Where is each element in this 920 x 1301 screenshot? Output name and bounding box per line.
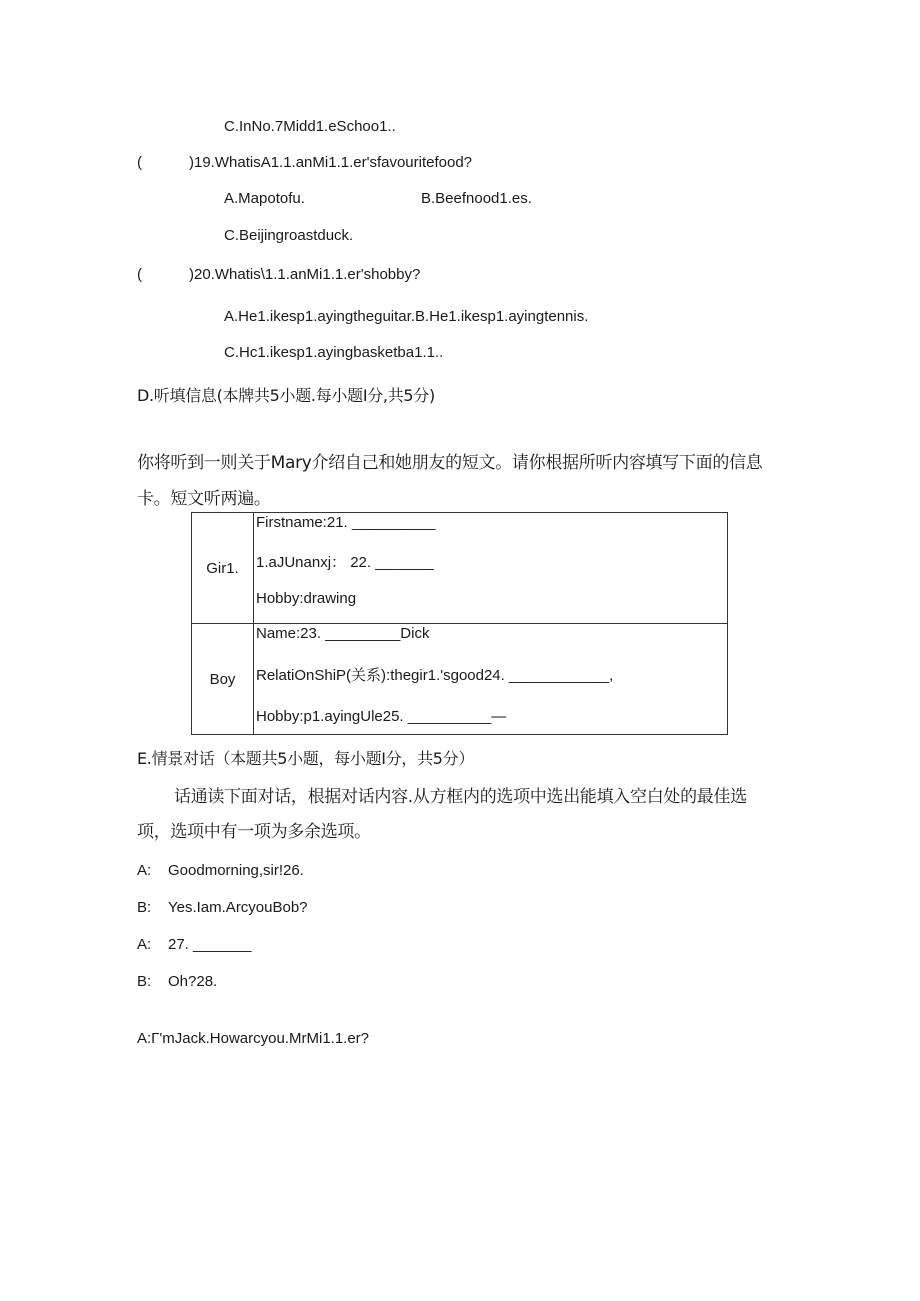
q20-option-c: C.Hc1.ikesp1.ayingbasketba1.1.. bbox=[224, 344, 444, 361]
girl-row-firstname: Firstname:21. __________ bbox=[256, 514, 436, 531]
section-e-instruction-1: 话通读下面对话，根据对话内容.从方框内的选项中选出能填入空白处的最佳选 bbox=[174, 787, 747, 807]
dialogue-speaker: B: bbox=[137, 899, 152, 916]
q19-answer-paren: ( bbox=[137, 154, 142, 171]
dialogue-speaker: B: bbox=[137, 973, 152, 990]
info-card-table bbox=[191, 512, 728, 735]
q19-option-b: B.Beefnood1.es. bbox=[421, 190, 532, 207]
dialogue-speaker: A: bbox=[137, 862, 152, 879]
q19-option-c: C.Beijingroastduck. bbox=[224, 227, 354, 244]
boy-row-hobby: Hobby:p1.ayingUle25. __________— bbox=[256, 708, 507, 725]
girl-row-hobby: Hobby:drawing bbox=[256, 590, 357, 607]
section-d-instruction-1: 你将听到一则关于Mary介绍自己和她朋友的短文。请你根据所听内容填写下面的信息 bbox=[137, 453, 763, 473]
q19-stem: )19.WhatisA1.1.anMi1.1.er'sfavouritefood? bbox=[189, 154, 473, 171]
dialogue-line: Goodmorning,sir!26. bbox=[168, 862, 304, 879]
q20-stem: )20.Whatis\1.1.anMi1.1.er'shobby? bbox=[189, 266, 421, 283]
dialogue-speaker: A: bbox=[137, 936, 152, 953]
boy-row-relationship: RelatiOnShiP(关系):thegir1.'sgood24. ____________, bbox=[256, 667, 614, 684]
section-e-instruction-2: 项，选项中有一项为多余选项。 bbox=[137, 822, 371, 842]
section-d-title: D.听填信息(本牌共5小题.每小题I分,共5分) bbox=[137, 386, 435, 405]
dialogue-last-line: A:Γ'mJack.Howarcyou.MrMi1.1.er? bbox=[137, 1030, 370, 1047]
q20-answer-paren: ( bbox=[137, 266, 142, 283]
dialogue-line: Oh?28. bbox=[168, 973, 218, 990]
q19-option-a: A.Mapotofu. bbox=[224, 190, 305, 207]
girl-row-2: 1.aJUnanxj： 22. _______ bbox=[256, 554, 434, 571]
dialogue-line: Yes.Iam.ArcyouBob? bbox=[168, 899, 308, 916]
boy-row-name: Name:23. _________Dick bbox=[256, 625, 430, 642]
boy-label: Boy bbox=[192, 624, 254, 735]
dialogue-line: 27. _______ bbox=[168, 936, 252, 953]
q20-option-ab: A.He1.ikesp1.ayingtheguitar.B.He1.ikesp1.ayingtennis. bbox=[224, 308, 589, 325]
section-e-title: E.情景对话（本题共5小题，每小题I分，共5分） bbox=[137, 749, 475, 768]
section-d-instruction-2: 卡。短文听两遍。 bbox=[137, 489, 271, 509]
q18-option-c: C.InNo.7Midd1.eSchoo1.. bbox=[224, 118, 396, 135]
girl-label: Gir1. bbox=[192, 513, 254, 624]
